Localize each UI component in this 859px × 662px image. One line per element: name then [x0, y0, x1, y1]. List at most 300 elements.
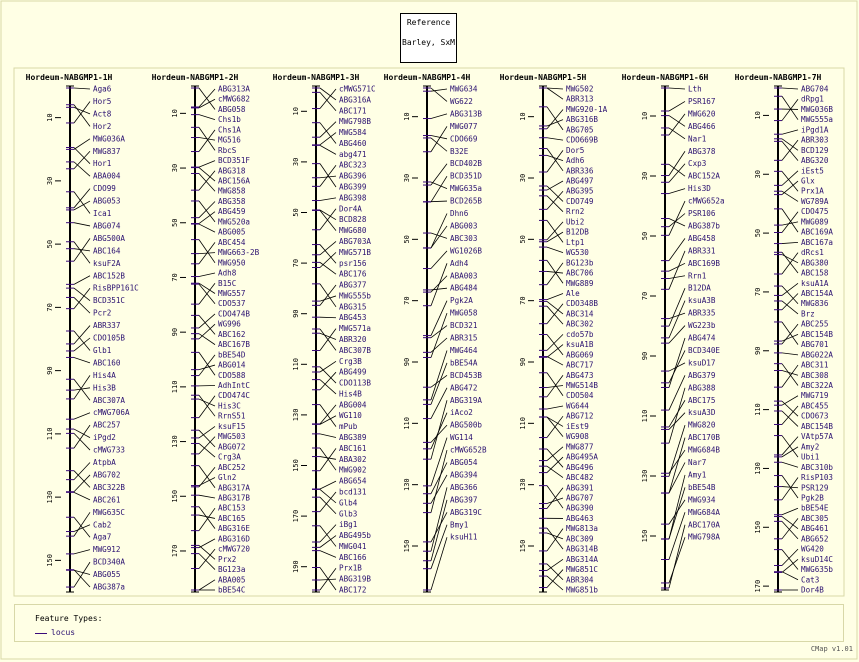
locus-label[interactable]: ABG484	[450, 283, 478, 293]
locus-label[interactable]: cMWG682	[218, 94, 251, 104]
locus-label[interactable]: WG789A	[801, 196, 829, 206]
locus-label[interactable]: Hor5	[93, 96, 112, 106]
locus-label[interactable]: ABG500A	[93, 233, 126, 243]
locus-label[interactable]: Pcr2	[93, 308, 112, 318]
locus-label[interactable]: Adh6	[566, 156, 585, 166]
locus-label[interactable]: ABG395	[566, 186, 594, 196]
locus-label[interactable]: MWG514B	[566, 381, 599, 391]
locus-label[interactable]: BCD351F	[218, 156, 251, 166]
locus-label[interactable]: MWG503	[218, 432, 246, 442]
locus-label[interactable]: mPub	[339, 422, 358, 432]
locus-label[interactable]: Cxp3	[688, 159, 707, 169]
locus-label[interactable]: ABG460	[339, 138, 367, 148]
locus-label[interactable]: ABC176	[339, 269, 367, 279]
locus-label[interactable]: MWG684A	[688, 507, 721, 517]
locus-label[interactable]: ABG705	[566, 125, 594, 135]
locus-label[interactable]: ABA302	[339, 454, 367, 464]
locus-label[interactable]: His4B	[339, 389, 362, 399]
map-title-2[interactable]: Hordeum-NABGMP1-2H	[151, 73, 239, 82]
locus-label[interactable]: BG123a	[218, 565, 246, 575]
locus-label[interactable]: Crg3B	[339, 356, 362, 366]
locus-label[interactable]: WG622	[450, 96, 473, 106]
locus-label[interactable]: MWG041	[339, 541, 367, 551]
locus-label[interactable]: ABC257	[93, 420, 121, 430]
locus-label[interactable]: iPgd2	[93, 433, 116, 443]
locus-label[interactable]: ABC322B	[93, 482, 126, 492]
locus-label[interactable]: ABG463	[566, 513, 594, 523]
locus-label[interactable]: iEst5	[801, 166, 824, 176]
locus-label[interactable]: iPgd1A	[801, 125, 829, 135]
locus-label[interactable]: CDO474C	[218, 391, 251, 401]
locus-label[interactable]: ABA004	[93, 171, 121, 181]
locus-label[interactable]: WG114	[450, 433, 473, 443]
locus-label[interactable]: ABC162	[218, 329, 246, 339]
locus-label[interactable]: MWG036A	[93, 134, 126, 144]
locus-label[interactable]: iBg1	[339, 520, 358, 530]
locus-label[interactable]: ABG461	[801, 524, 829, 534]
map-title-6[interactable]: Hordeum-NABGMP1-6H	[621, 73, 709, 82]
locus-label[interactable]: ABC323	[339, 160, 367, 170]
locus-label[interactable]: ABG072	[218, 442, 246, 452]
locus-label[interactable]: ABC152A	[688, 171, 721, 181]
locus-label[interactable]: Ubi1	[801, 452, 820, 462]
locus-label[interactable]: MWG571B	[339, 247, 372, 257]
locus-label[interactable]: CDO348B	[566, 299, 599, 309]
locus-label[interactable]: MWG858	[218, 186, 246, 196]
locus-label[interactable]: CDO475	[801, 207, 829, 217]
locus-label[interactable]: CDO669	[450, 134, 478, 144]
locus-label[interactable]: ABG005	[218, 227, 246, 237]
locus-label[interactable]: ABC302	[566, 319, 594, 329]
locus-label[interactable]: ABC175	[688, 395, 716, 405]
locus-label[interactable]: ABC171	[339, 106, 367, 116]
locus-label[interactable]: Ubi2	[566, 217, 585, 227]
locus-label[interactable]: ABC717	[566, 360, 594, 370]
locus-label[interactable]: ABG704	[801, 84, 829, 94]
locus-label[interactable]: Dor4B	[801, 585, 824, 595]
locus-label[interactable]: bBE54E	[801, 503, 829, 513]
locus-label[interactable]: AtpbA	[93, 458, 116, 467]
locus-label[interactable]: MWG813a	[566, 524, 599, 534]
locus-label[interactable]: ABG316B	[566, 115, 599, 125]
locus-label[interactable]: ABG313B	[450, 109, 483, 119]
locus-label[interactable]: ABG466	[688, 121, 716, 131]
locus-label[interactable]: Prx1B	[339, 563, 362, 573]
locus-label[interactable]: BG123b	[566, 258, 594, 268]
locus-label[interactable]: ABC261	[93, 495, 121, 505]
locus-label[interactable]: ABG399	[339, 182, 367, 192]
locus-label[interactable]: Adh4	[450, 258, 469, 268]
locus-label[interactable]: BCD321	[450, 321, 478, 331]
locus-label[interactable]: Glb1	[93, 345, 112, 355]
locus-label[interactable]: MWG036B	[801, 104, 834, 114]
locus-label[interactable]: ABG058	[218, 104, 246, 114]
locus-label[interactable]: MWG837	[93, 146, 121, 156]
locus-label[interactable]: ABC307B	[339, 345, 372, 355]
locus-label[interactable]: ABC170A	[688, 520, 721, 530]
locus-label[interactable]: MWG934	[688, 495, 716, 505]
locus-label[interactable]: Aga6	[93, 84, 112, 94]
locus-label[interactable]: ABA005	[218, 575, 246, 585]
locus-label[interactable]: ABG707	[566, 493, 594, 503]
locus-label[interactable]: ABG453	[339, 313, 367, 323]
locus-label[interactable]: MWG520a	[218, 217, 251, 227]
locus-label[interactable]: WG420	[801, 544, 824, 554]
reference-box[interactable]	[400, 13, 457, 63]
locus-label[interactable]: BCD402B	[450, 159, 483, 169]
locus-label[interactable]: BCD351D	[450, 171, 483, 181]
locus-label[interactable]: ABC161	[339, 443, 367, 453]
locus-label[interactable]: ABC454	[218, 237, 246, 247]
locus-label[interactable]: ABC169A	[801, 227, 834, 237]
locus-label[interactable]: His4A	[93, 370, 116, 380]
locus-label[interactable]: ABC167B	[218, 340, 251, 350]
locus-label[interactable]: ABC172	[339, 585, 367, 595]
locus-label[interactable]: ABG712	[566, 411, 594, 421]
locus-label[interactable]: MWG950	[218, 258, 246, 268]
locus-label[interactable]: ABG703A	[339, 236, 372, 246]
locus-label[interactable]: ABG388	[688, 383, 716, 393]
locus-label[interactable]: MWG820	[688, 420, 716, 430]
locus-label[interactable]: ABC311	[801, 360, 829, 370]
locus-label[interactable]: ABG396	[339, 171, 367, 181]
locus-label[interactable]: ABC154B	[801, 329, 834, 339]
locus-label[interactable]: ABG391	[566, 483, 594, 493]
locus-label[interactable]: MWG557	[218, 288, 246, 298]
locus-label[interactable]: ABR331	[688, 246, 716, 256]
locus-label[interactable]: WG908	[566, 432, 589, 442]
locus-label[interactable]: Gln2	[218, 473, 237, 483]
locus-label[interactable]: ABG317A	[218, 483, 251, 493]
locus-label[interactable]: iEst9	[566, 421, 589, 431]
locus-label[interactable]: CDO537	[218, 299, 246, 309]
locus-label[interactable]: WG110	[339, 411, 362, 421]
locus-label[interactable]: ABG315	[339, 302, 367, 312]
locus-label[interactable]: MWG798A	[688, 532, 721, 542]
locus-label[interactable]: ksuA1B	[566, 340, 594, 350]
locus-label[interactable]: ABR337	[93, 321, 121, 331]
locus-label[interactable]: Crg3A	[218, 452, 241, 462]
locus-label[interactable]: cdo57b	[566, 329, 594, 339]
locus-label[interactable]: AdhIntC	[218, 381, 251, 391]
locus-label[interactable]: MWG889	[566, 278, 594, 288]
locus-label[interactable]: Glx	[801, 176, 815, 186]
locus-label[interactable]: ABC169B	[688, 258, 721, 268]
locus-label[interactable]: MWG635a	[450, 184, 483, 194]
locus-label[interactable]: ABC252	[218, 462, 246, 472]
locus-label[interactable]: Dor4A	[339, 204, 362, 214]
locus-label[interactable]: cMWG652B	[450, 445, 487, 455]
locus-label[interactable]: ABC153	[218, 503, 246, 513]
locus-label[interactable]: MWG635b	[801, 565, 834, 575]
locus-label[interactable]: Adh8	[218, 268, 237, 278]
map-title-5[interactable]: Hordeum-NABGMP1-5H	[499, 73, 587, 82]
locus-label[interactable]: ABG014	[218, 360, 246, 370]
locus-label[interactable]: WG644	[566, 401, 589, 411]
locus-label[interactable]: Rrn2	[566, 207, 585, 217]
locus-label[interactable]: WG223b	[688, 321, 716, 331]
locus-label[interactable]: ABG654	[339, 476, 367, 486]
locus-label[interactable]: ABG004	[339, 400, 367, 410]
locus-label[interactable]: MWG089	[801, 217, 829, 227]
locus-label[interactable]: ABR336	[566, 166, 594, 176]
locus-label[interactable]: psr156	[339, 258, 367, 268]
locus-label[interactable]: Act8	[93, 109, 112, 119]
locus-label[interactable]: ABG003	[450, 221, 478, 231]
locus-label[interactable]: ABC167a	[801, 237, 834, 247]
locus-label[interactable]: RisP103	[801, 473, 834, 483]
locus-label[interactable]: His3C	[218, 401, 241, 411]
locus-label[interactable]: Cab2	[93, 520, 112, 530]
locus-label[interactable]: MWG584	[339, 128, 367, 138]
locus-label[interactable]: cMWG706A	[93, 408, 130, 418]
locus-label[interactable]: ksuF15	[218, 421, 246, 431]
locus-label[interactable]: ABC706	[566, 268, 594, 278]
locus-label[interactable]: ABG389	[339, 433, 367, 443]
locus-label[interactable]: PSR106	[688, 209, 716, 218]
locus-label[interactable]: ABC156A	[218, 176, 251, 186]
locus-label[interactable]: WG996	[218, 319, 241, 329]
locus-label[interactable]: ABC154A	[801, 288, 834, 298]
locus-label[interactable]: ABG459	[218, 207, 246, 217]
locus-label[interactable]: MWG663-2B	[218, 248, 260, 258]
locus-label[interactable]: Hor2	[93, 121, 112, 131]
locus-label[interactable]: Chs1A	[218, 125, 241, 135]
locus-label[interactable]: cMWG733	[93, 445, 126, 455]
locus-label[interactable]: ABC164	[93, 246, 121, 256]
locus-label[interactable]: BCD340E	[688, 345, 721, 355]
locus-label[interactable]: bcd131	[339, 487, 367, 497]
locus-label[interactable]: ABG054	[450, 458, 478, 467]
locus-label[interactable]: ABG318	[218, 166, 246, 176]
locus-label[interactable]: WG1026B	[450, 246, 483, 256]
locus-label[interactable]: cMWG571C	[339, 84, 376, 94]
locus-label[interactable]: ABR304	[566, 575, 594, 585]
locus-label[interactable]: ABC165	[218, 513, 246, 523]
locus-label[interactable]: ABR320	[339, 335, 367, 344]
locus-label[interactable]: ksuA3D	[688, 408, 716, 418]
locus-label[interactable]: ABC455	[801, 401, 829, 411]
locus-label[interactable]: MWG684B	[688, 445, 721, 455]
locus-label[interactable]: ABG314B	[566, 544, 599, 554]
map-title-1[interactable]: Hordeum-NABGMP1-1H	[25, 73, 113, 82]
locus-label[interactable]: Hor1	[93, 159, 112, 169]
locus-label[interactable]: ABG319A	[450, 395, 483, 405]
locus-label[interactable]: RisBPP161C	[93, 283, 139, 293]
map-title-7[interactable]: Hordeum-NABGMP1-7H	[734, 73, 822, 82]
locus-label[interactable]: Dor5	[566, 145, 585, 155]
locus-label[interactable]: RrnS51	[218, 411, 246, 421]
locus-label[interactable]: ABC314	[566, 309, 594, 319]
locus-label[interactable]: ABC322A	[801, 381, 834, 391]
locus-label[interactable]: MWG635C	[93, 507, 126, 517]
locus-label[interactable]: ABG316D	[218, 534, 251, 544]
map-title-3[interactable]: Hordeum-NABGMP1-3H	[272, 73, 360, 82]
locus-label[interactable]: ABG319C	[450, 507, 483, 517]
locus-label[interactable]: cMWG720	[218, 544, 251, 554]
locus-label[interactable]: BCD351C	[93, 296, 126, 306]
locus-label[interactable]: CDO669B	[566, 135, 599, 145]
locus-label[interactable]: MWG719	[801, 391, 829, 401]
locus-label[interactable]: Prx1A	[801, 186, 824, 196]
locus-label[interactable]: BCD828	[339, 215, 367, 225]
locus-label[interactable]: PSR129	[801, 483, 829, 493]
locus-label[interactable]: MWG077	[450, 121, 478, 131]
locus-label[interactable]: Bmy1	[450, 520, 469, 530]
locus-label[interactable]: ABG458	[688, 233, 716, 243]
locus-label[interactable]: ABG366	[450, 482, 478, 492]
locus-label[interactable]: ksuF2A	[93, 258, 121, 268]
locus-label[interactable]: ABG701	[801, 340, 829, 350]
locus-label[interactable]: ABC308	[801, 370, 829, 380]
locus-label[interactable]: Aga7	[93, 532, 112, 542]
locus-label[interactable]: BCD340A	[93, 557, 126, 567]
locus-label[interactable]: ABG499	[339, 367, 367, 377]
locus-label[interactable]: ABG069	[566, 350, 594, 360]
locus-label[interactable]: CDO588	[218, 370, 246, 380]
locus-label[interactable]: ABG702	[93, 470, 121, 480]
locus-label[interactable]: ABG074	[93, 221, 121, 231]
locus-label[interactable]: ABR315	[450, 333, 478, 343]
locus-label[interactable]: MWG555b	[339, 291, 372, 301]
locus-label[interactable]: Pgk2B	[801, 493, 824, 503]
locus-label[interactable]: Dhn6	[450, 209, 469, 218]
map-title-4[interactable]: Hordeum-NABGMP1-4H	[383, 73, 471, 82]
locus-label[interactable]: Prx2	[218, 554, 237, 564]
locus-label[interactable]: Rrn1	[688, 271, 707, 281]
locus-label[interactable]: Lth	[688, 84, 702, 94]
locus-label[interactable]: ABG316A	[339, 95, 372, 105]
locus-label[interactable]: Chs1b	[218, 115, 241, 125]
locus-label[interactable]: MWG836	[801, 299, 829, 309]
locus-label[interactable]: ABG394	[450, 470, 478, 480]
locus-label[interactable]: ABG495A	[566, 452, 599, 462]
locus-label[interactable]: MWG920-1A	[566, 104, 608, 114]
locus-label[interactable]: Nar7	[688, 458, 707, 467]
locus-label[interactable]: ABG652	[801, 534, 829, 544]
locus-label[interactable]: B15C	[218, 278, 237, 288]
locus-label[interactable]: Ltp1	[566, 237, 585, 247]
locus-label[interactable]: ABC158	[801, 268, 829, 278]
locus-label[interactable]: abg471	[339, 149, 367, 159]
locus-label[interactable]: ABG053	[93, 196, 121, 206]
locus-label[interactable]: ABC255	[801, 319, 829, 329]
locus-label[interactable]: MWG464	[450, 345, 478, 355]
locus-label[interactable]: ABG398	[339, 193, 367, 203]
locus-label[interactable]: ABG380	[801, 258, 829, 268]
locus-label[interactable]: ksuA1A	[801, 278, 829, 288]
locus-label[interactable]: MWG058	[450, 308, 478, 318]
locus-label[interactable]: ABG022A	[801, 350, 834, 360]
locus-label[interactable]: ABG055	[93, 570, 121, 580]
locus-label[interactable]: bBE54B	[688, 482, 716, 492]
locus-label[interactable]: Amy2	[801, 442, 820, 452]
locus-label[interactable]: bBE54A	[450, 358, 478, 368]
locus-label[interactable]: ABG320	[801, 156, 829, 166]
locus-label[interactable]: iAco2	[450, 408, 473, 418]
locus-label[interactable]: ABG495b	[339, 531, 372, 541]
locus-label[interactable]: CDO749	[566, 196, 594, 206]
locus-label[interactable]: ABC309	[566, 534, 594, 544]
locus-label[interactable]: MWG620	[688, 109, 716, 119]
locus-label[interactable]: B32E	[450, 146, 469, 156]
locus-label[interactable]: Cat3	[801, 575, 820, 585]
locus-label[interactable]: ABG314A	[566, 554, 599, 564]
locus-label[interactable]: ABC154B	[801, 421, 834, 431]
locus-label[interactable]: ABA003	[450, 271, 478, 281]
locus-label[interactable]: ABC310b	[801, 462, 834, 472]
locus-label[interactable]: MWG571a	[339, 324, 372, 334]
locus-label[interactable]: ABC307A	[93, 395, 126, 405]
locus-label[interactable]: bBE54D	[218, 350, 246, 360]
locus-label[interactable]: MWG851b	[566, 585, 599, 595]
locus-label[interactable]: BCD265B	[450, 196, 483, 206]
locus-label[interactable]: MWG555a	[801, 115, 834, 125]
locus-label[interactable]: ABC482	[566, 473, 594, 483]
locus-label[interactable]: ABR303	[801, 135, 829, 145]
locus-label[interactable]: CDO474B	[218, 309, 251, 319]
locus-label[interactable]: Nar1	[688, 134, 707, 144]
locus-label[interactable]: Brz	[801, 309, 815, 319]
locus-label[interactable]: MWG902	[339, 465, 367, 475]
locus-label[interactable]: dRpg1	[801, 94, 824, 104]
locus-label[interactable]: WG530	[566, 248, 589, 258]
locus-label[interactable]: His3B	[93, 383, 116, 393]
locus-label[interactable]: ksuD17	[688, 358, 716, 368]
locus-label[interactable]: MWG877	[566, 442, 594, 452]
locus-label[interactable]: MWG680	[339, 226, 367, 236]
locus-label[interactable]: ABG397	[450, 495, 478, 505]
locus-label[interactable]: MWG502	[566, 84, 594, 94]
locus-label[interactable]: ABG390	[566, 503, 594, 513]
locus-label[interactable]: ABC303	[450, 233, 478, 243]
locus-label[interactable]: ABG387a	[93, 582, 126, 592]
locus-label[interactable]: Pgk2A	[450, 296, 473, 306]
locus-label[interactable]: cMWG652a	[688, 196, 725, 206]
locus-label[interactable]: ABC160	[93, 358, 121, 368]
locus-label[interactable]: His3D	[688, 184, 711, 194]
locus-label[interactable]: Ica1	[93, 209, 112, 218]
locus-label[interactable]: ABG497	[566, 176, 594, 186]
locus-label[interactable]: ABG473	[566, 370, 594, 380]
locus-label[interactable]: PSR167	[688, 96, 716, 106]
locus-label[interactable]: MWG851C	[566, 565, 599, 575]
locus-label[interactable]: ABG496	[566, 462, 594, 472]
locus-label[interactable]: ABC152B	[93, 271, 126, 281]
locus-label[interactable]: Ale	[566, 288, 580, 298]
locus-label[interactable]: ABC166	[339, 552, 367, 562]
locus-label[interactable]: ABR313	[566, 94, 594, 104]
locus-label[interactable]: ABG313A	[218, 84, 251, 94]
locus-label[interactable]: ABG378	[688, 146, 716, 156]
locus-label[interactable]: ABC170B	[688, 433, 721, 443]
locus-label[interactable]: ABG319B	[339, 574, 372, 584]
locus-label[interactable]: CDO504	[566, 391, 594, 401]
locus-label[interactable]: CDO673	[801, 411, 829, 421]
locus-label[interactable]: B12DB	[566, 227, 589, 237]
locus-label[interactable]: ksuH11	[450, 532, 478, 542]
locus-label[interactable]: MG516	[218, 135, 241, 145]
locus-label[interactable]: ABG387b	[688, 221, 721, 231]
locus-label[interactable]: ksuA3B	[688, 296, 716, 306]
locus-label[interactable]: MWG634	[450, 84, 478, 94]
locus-label[interactable]: BCD129	[801, 145, 829, 155]
locus-label[interactable]: ksuD14C	[801, 554, 834, 564]
locus-label[interactable]: MWG912	[93, 545, 121, 555]
locus-label[interactable]: Amy1	[688, 470, 707, 480]
locus-label[interactable]: B12DA	[688, 283, 711, 293]
locus-label[interactable]: Glb3	[339, 509, 358, 519]
